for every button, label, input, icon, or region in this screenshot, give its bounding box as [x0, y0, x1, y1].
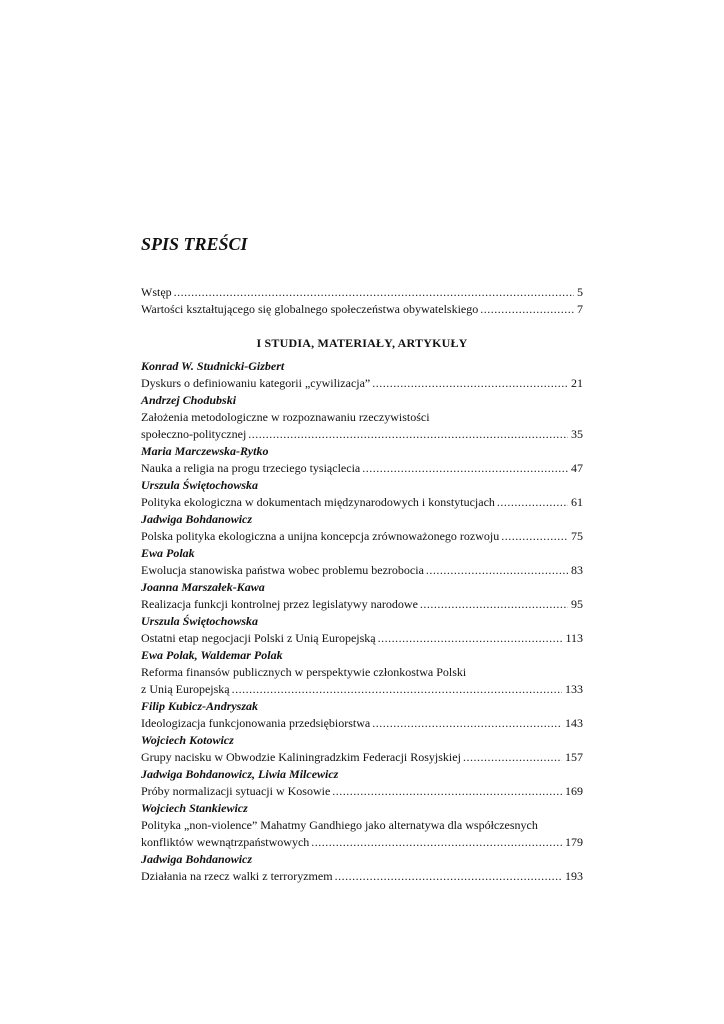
entry-title-line: Polityka „non-violence” Mahatmy Gandhiego jako alternatywa dla współczesnych: [141, 818, 538, 832]
page-number: 7: [577, 302, 583, 316]
toc-line: [141, 426, 583, 443]
toc-line: [141, 868, 583, 885]
entry-title-line: Założenia metodologiczne w rozpoznawaniu rzeczywistości: [141, 410, 430, 424]
dot-leader: [335, 868, 562, 885]
entry-title: Próby normalizacji sytuacji w Kosowie: [141, 784, 331, 798]
toc-line: [141, 375, 583, 392]
toc-line: [141, 681, 583, 698]
dot-leader: [372, 715, 562, 732]
entry-author: Jadwiga Bohdanowicz: [141, 512, 253, 526]
page-number: 113: [565, 631, 583, 645]
page-number: 95: [571, 597, 583, 611]
entry-author: Filip Kubicz-Andryszak: [141, 699, 259, 713]
page-number: 21: [571, 376, 583, 390]
toc-line: [141, 301, 583, 318]
table-of-contents: [141, 284, 583, 885]
dot-leader: [480, 301, 574, 318]
toc-line: [141, 494, 583, 511]
toc-entry: [141, 443, 583, 477]
toc-line: [141, 630, 583, 647]
entry-title: Ewolucja stanowiska państwa wobec problemu bezrobocia: [141, 563, 424, 577]
dot-leader: [426, 562, 568, 579]
toc-entries: [141, 358, 583, 885]
toc-entry: [141, 477, 583, 511]
toc-entry: [141, 579, 583, 613]
toc-entry: [141, 800, 583, 851]
entry-author: Wojciech Kotowicz: [141, 733, 234, 747]
entry-author: Andrzej Chodubski: [141, 393, 237, 407]
dot-leader: [311, 834, 562, 851]
entry-author: Konrad W. Studnicki-Gizbert: [141, 359, 285, 373]
dot-leader: [420, 596, 568, 613]
toc-line: [141, 562, 583, 579]
entry-title: Ideologizacja funkcjonowania przedsiębiorstwa: [141, 716, 371, 730]
page-number: 5: [577, 285, 583, 299]
toc-entry: [141, 766, 583, 800]
entry-title: Działania na rzecz walki z terroryzmem: [141, 869, 333, 883]
page-number: 179: [565, 835, 583, 849]
toc-line: [141, 834, 583, 851]
entry-title: Dyskurs o definiowaniu kategorii „cywilizacja”: [141, 376, 371, 390]
entry-author: Jadwiga Bohdanowicz, Liwia Milcewicz: [141, 767, 339, 781]
entry-author: Ewa Polak: [141, 546, 195, 560]
entry-author: Urszula Świętochowska: [141, 478, 259, 492]
dot-leader: [378, 630, 563, 647]
entry-title: społeczno-politycznej: [141, 427, 247, 441]
dot-leader: [463, 749, 562, 766]
dot-leader: [497, 494, 568, 511]
toc-entry: [141, 511, 583, 545]
dot-leader: [248, 426, 568, 443]
toc-line: [141, 749, 583, 766]
toc-line: [141, 460, 583, 477]
page-number: 47: [571, 461, 583, 475]
page-number: 61: [571, 495, 583, 509]
toc-line: [141, 783, 583, 800]
toc-line: [141, 596, 583, 613]
section-heading: I STUDIA, MATERIAŁY, ARTYKUŁY: [256, 336, 468, 350]
entry-title: Realizacja funkcji kontrolnej przez legislatywy narodowe: [141, 597, 418, 611]
toc-line: [141, 284, 583, 301]
toc-entry: [141, 358, 583, 392]
intro-entries: [141, 284, 583, 318]
page-number: 83: [571, 563, 583, 577]
toc-entry: [141, 732, 583, 766]
entry-title: Ostatni etap negocjacji Polski z Unią Europejską: [141, 631, 376, 645]
toc-line: [141, 715, 583, 732]
dot-leader: [232, 681, 562, 698]
entry-author: Joanna Marszałek-Kawa: [141, 580, 265, 594]
page-number: 133: [565, 682, 583, 696]
page-number: 169: [565, 784, 583, 798]
entry-author: Jadwiga Bohdanowicz: [141, 852, 253, 866]
entry-title: konfliktów wewnątrzpaństwowych: [141, 835, 310, 849]
dot-leader: [174, 284, 574, 301]
page-number: 35: [571, 427, 583, 441]
entry-title: z Unią Europejską: [141, 682, 230, 696]
toc-entry: [141, 545, 583, 579]
entry-author: Maria Marczewska-Rytko: [141, 444, 269, 458]
page-number: 157: [565, 750, 583, 764]
dot-leader: [372, 375, 568, 392]
entry-title: Wartości kształtującego się globalnego społeczeństwa obywatelskiego: [141, 302, 479, 316]
page-title: SPIS TREŚCI: [141, 234, 248, 254]
entry-title: Grupy nacisku w Obwodzie Kaliningradzkim Federacji Rosyjskiej: [141, 750, 461, 764]
dot-leader: [362, 460, 568, 477]
entry-title: Polska polityka ekologiczna a unijna koncepcja zrównoważonego rozwoju: [141, 529, 500, 543]
entry-author: Ewa Polak, Waldemar Polak: [141, 648, 283, 662]
toc-entry: [141, 851, 583, 885]
dot-leader: [332, 783, 562, 800]
toc-entry: [141, 647, 583, 698]
toc-line: [141, 528, 583, 545]
entry-author: Wojciech Stankiewicz: [141, 801, 248, 815]
entry-title: Nauka a religia na progu trzeciego tysiąclecia: [141, 461, 361, 475]
page-number: 143: [565, 716, 583, 730]
page-number: 193: [565, 869, 583, 883]
entry-author: Urszula Świętochowska: [141, 614, 259, 628]
entry-title: Polityka ekologiczna w dokumentach międzynarodowych i konstytucjach: [141, 495, 495, 509]
toc-entry: [141, 613, 583, 647]
page-number: 75: [571, 529, 583, 543]
dot-leader: [501, 528, 568, 545]
toc-entry: [141, 698, 583, 732]
entry-title-line: Reforma finansów publicznych w perspektywie członkostwa Polski: [141, 665, 467, 679]
entry-title: Wstęp: [141, 285, 172, 299]
toc-entry: [141, 392, 583, 443]
